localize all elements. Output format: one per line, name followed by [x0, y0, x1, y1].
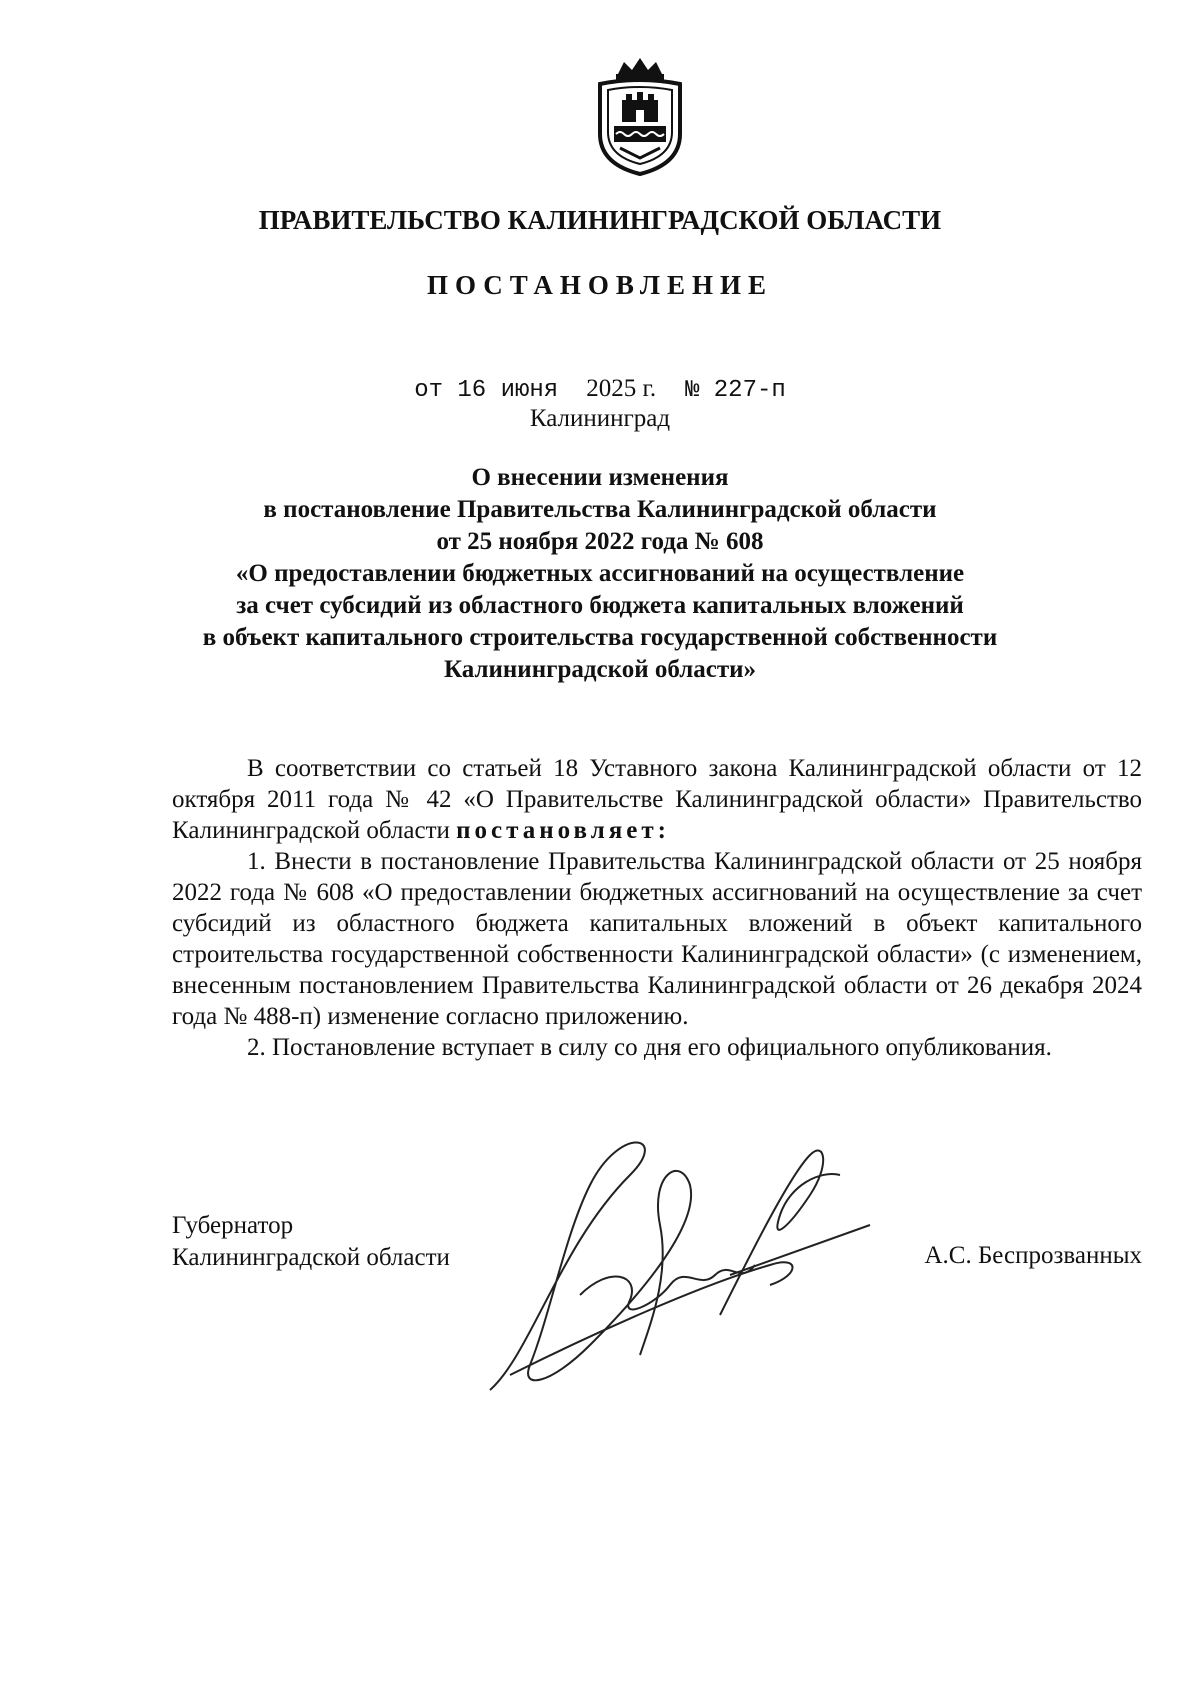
title-line: О внесении изменения: [471, 464, 729, 491]
decree-word: постановляет:: [456, 817, 670, 844]
preamble-paragraph: [172, 753, 1142, 846]
position-line: Губернатор: [172, 1212, 294, 1239]
title-line: за счет субсидий из областного бюджета капитальных вложений: [236, 592, 964, 619]
document-title: [0, 462, 1200, 686]
position-line: Калининградской области: [172, 1244, 450, 1271]
item-1-paragraph: 1. Внести в постановление Правительства Калининградской области от 25 ноября 2022 года № 608 «О предоставлении бюджетных ассигнований на осуществление за счет субсидий из областного бюджета капитальных вложений в объект капитального строительства государственной собственности Калининградской области» (с изменением, внесенным постановлением Правительства Калининградской области от 26 декабря 2024 года № 488-п) изменение согласно приложению.: [172, 848, 1142, 1030]
organization-heading: ПРАВИТЕЛЬСТВО КАЛИНИНГРАДСКОЙ ОБЛАСТИ: [258, 205, 942, 235]
document-body: [172, 753, 1142, 1063]
signatory-position: [172, 1210, 450, 1274]
item-2-paragraph: 2. Постановление вступает в силу со дня его официального опубликования.: [247, 1034, 1052, 1061]
document-year: 2025 г.: [586, 375, 657, 402]
handwritten-signature: [470, 1115, 930, 1405]
title-line: от 25 ноября 2022 года № 608: [436, 528, 764, 555]
preamble-text: В соответствии со статьей 18 Уставного закона Калининградской области от 12 октября 2011 года № 42 «О Правительстве Калининградской области» Правительство Калининградской области: [172, 755, 1142, 844]
document-city: Калининград: [529, 405, 671, 432]
document-type-heading: ПОСТАНОВЛЕНИЕ: [426, 270, 774, 300]
title-line: в объект капитального строительства государственной собственности: [202, 624, 998, 651]
title-line: в постановление Правительства Калининградской области: [263, 496, 937, 523]
title-line: Калининградской области»: [443, 656, 757, 683]
title-line: «О предоставлении бюджетных ассигнований на осуществление: [235, 560, 965, 587]
document-number: № 227-п: [684, 377, 786, 404]
signatory-name: А.С. Беспрозванных: [924, 1242, 1142, 1269]
coat-of-arms-icon: [590, 56, 690, 176]
date-line: [0, 375, 1200, 404]
document-date: от 16 июня: [414, 377, 559, 404]
